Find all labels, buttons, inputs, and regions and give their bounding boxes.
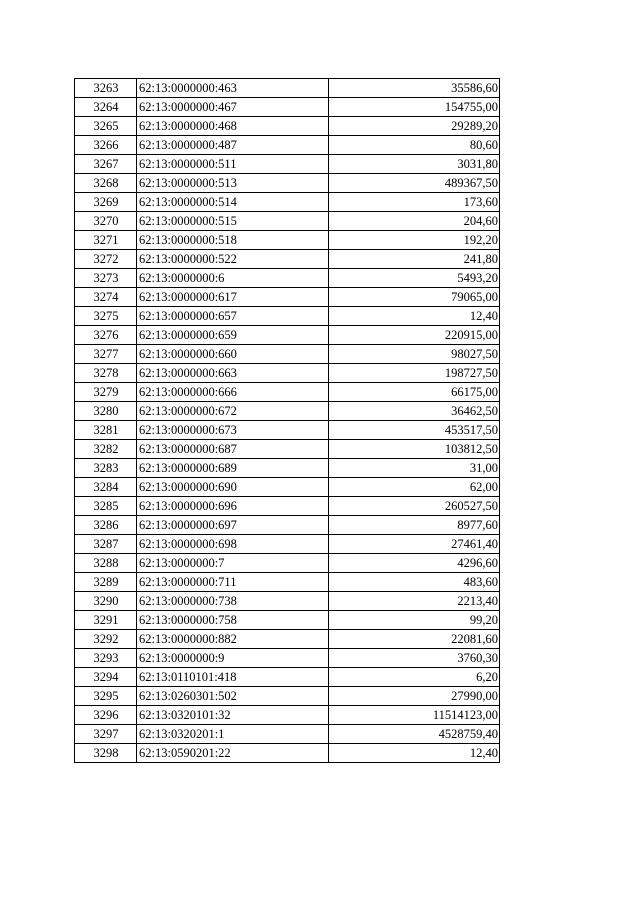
value-cell: 198727,50 bbox=[329, 364, 500, 383]
cadastral-number-cell: 62:13:0000000:9 bbox=[137, 649, 329, 668]
cadastral-number-cell: 62:13:0320201:1 bbox=[137, 725, 329, 744]
value-cell: 12,40 bbox=[329, 744, 500, 763]
table-row bbox=[75, 554, 500, 573]
table-row bbox=[75, 174, 500, 193]
value-cell: 31,00 bbox=[329, 459, 500, 478]
table-row bbox=[75, 516, 500, 535]
document-page bbox=[74, 78, 500, 763]
table-row bbox=[75, 668, 500, 687]
row-number-cell: 3280 bbox=[75, 402, 137, 421]
value-cell: 80,60 bbox=[329, 136, 500, 155]
row-number-cell: 3297 bbox=[75, 725, 137, 744]
cadastral-number-cell: 62:13:0000000:738 bbox=[137, 592, 329, 611]
row-number-cell: 3285 bbox=[75, 497, 137, 516]
row-number-cell: 3294 bbox=[75, 668, 137, 687]
cadastral-number-cell: 62:13:0000000:659 bbox=[137, 326, 329, 345]
table-row bbox=[75, 288, 500, 307]
value-cell: 3031,80 bbox=[329, 155, 500, 174]
cadastral-number-cell: 62:13:0000000:468 bbox=[137, 117, 329, 136]
table-row bbox=[75, 345, 500, 364]
table-row bbox=[75, 155, 500, 174]
cadastral-number-cell: 62:13:0000000:514 bbox=[137, 193, 329, 212]
row-number-cell: 3279 bbox=[75, 383, 137, 402]
table-row bbox=[75, 193, 500, 212]
value-cell: 12,40 bbox=[329, 307, 500, 326]
table-row bbox=[75, 136, 500, 155]
row-number-cell: 3284 bbox=[75, 478, 137, 497]
table-row bbox=[75, 725, 500, 744]
cadastral-number-cell: 62:13:0110101:418 bbox=[137, 668, 329, 687]
cadastral-number-cell: 62:13:0000000:515 bbox=[137, 212, 329, 231]
value-cell: 453517,50 bbox=[329, 421, 500, 440]
value-cell: 154755,00 bbox=[329, 98, 500, 117]
cadastral-number-cell: 62:13:0000000:663 bbox=[137, 364, 329, 383]
value-cell: 79065,00 bbox=[329, 288, 500, 307]
row-number-cell: 3291 bbox=[75, 611, 137, 630]
table-row bbox=[75, 687, 500, 706]
value-cell: 192,20 bbox=[329, 231, 500, 250]
cadastral-number-cell: 62:13:0000000:672 bbox=[137, 402, 329, 421]
cadastral-number-cell: 62:13:0000000:511 bbox=[137, 155, 329, 174]
table-row bbox=[75, 611, 500, 630]
table-row bbox=[75, 573, 500, 592]
value-cell: 66175,00 bbox=[329, 383, 500, 402]
cadastral-number-cell: 62:13:0000000:660 bbox=[137, 345, 329, 364]
value-cell: 22081,60 bbox=[329, 630, 500, 649]
cadastral-number-cell: 62:13:0320101:32 bbox=[137, 706, 329, 725]
row-number-cell: 3274 bbox=[75, 288, 137, 307]
table-row bbox=[75, 79, 500, 98]
row-number-cell: 3269 bbox=[75, 193, 137, 212]
value-cell: 260527,50 bbox=[329, 497, 500, 516]
value-cell: 173,60 bbox=[329, 193, 500, 212]
value-cell: 11514123,00 bbox=[329, 706, 500, 725]
row-number-cell: 3265 bbox=[75, 117, 137, 136]
table-row bbox=[75, 535, 500, 554]
table-row bbox=[75, 478, 500, 497]
value-cell: 103812,50 bbox=[329, 440, 500, 459]
table-row bbox=[75, 440, 500, 459]
cadastral-number-cell: 62:13:0000000:690 bbox=[137, 478, 329, 497]
value-cell: 4296,60 bbox=[329, 554, 500, 573]
table-row bbox=[75, 497, 500, 516]
table-row bbox=[75, 364, 500, 383]
value-cell: 2213,40 bbox=[329, 592, 500, 611]
cadastral-number-cell: 62:13:0000000:657 bbox=[137, 307, 329, 326]
cadastral-number-cell: 62:13:0590201:22 bbox=[137, 744, 329, 763]
row-number-cell: 3275 bbox=[75, 307, 137, 326]
value-cell: 5493,20 bbox=[329, 269, 500, 288]
cadastral-number-cell: 62:13:0000000:697 bbox=[137, 516, 329, 535]
table-row bbox=[75, 744, 500, 763]
row-number-cell: 3270 bbox=[75, 212, 137, 231]
row-number-cell: 3283 bbox=[75, 459, 137, 478]
value-cell: 489367,50 bbox=[329, 174, 500, 193]
table-row bbox=[75, 117, 500, 136]
value-cell: 62,00 bbox=[329, 478, 500, 497]
value-cell: 35586,60 bbox=[329, 79, 500, 98]
cadastral-number-cell: 62:13:0000000:617 bbox=[137, 288, 329, 307]
row-number-cell: 3295 bbox=[75, 687, 137, 706]
table-row bbox=[75, 231, 500, 250]
row-number-cell: 3263 bbox=[75, 79, 137, 98]
row-number-cell: 3268 bbox=[75, 174, 137, 193]
row-number-cell: 3267 bbox=[75, 155, 137, 174]
cadastral-number-cell: 62:13:0000000:6 bbox=[137, 269, 329, 288]
value-cell: 29289,20 bbox=[329, 117, 500, 136]
row-number-cell: 3287 bbox=[75, 535, 137, 554]
cadastral-number-cell: 62:13:0000000:689 bbox=[137, 459, 329, 478]
cadastral-number-cell: 62:13:0000000:513 bbox=[137, 174, 329, 193]
cadastral-number-cell: 62:13:0000000:518 bbox=[137, 231, 329, 250]
value-cell: 3760,30 bbox=[329, 649, 500, 668]
cadastral-number-cell: 62:13:0000000:7 bbox=[137, 554, 329, 573]
row-number-cell: 3277 bbox=[75, 345, 137, 364]
table-row bbox=[75, 383, 500, 402]
value-cell: 99,20 bbox=[329, 611, 500, 630]
table-row bbox=[75, 307, 500, 326]
value-cell: 36462,50 bbox=[329, 402, 500, 421]
table-row bbox=[75, 326, 500, 345]
cadastral-number-cell: 62:13:0000000:882 bbox=[137, 630, 329, 649]
table-row bbox=[75, 269, 500, 288]
value-cell: 204,60 bbox=[329, 212, 500, 231]
row-number-cell: 3266 bbox=[75, 136, 137, 155]
value-cell: 220915,00 bbox=[329, 326, 500, 345]
row-number-cell: 3264 bbox=[75, 98, 137, 117]
value-cell: 98027,50 bbox=[329, 345, 500, 364]
row-number-cell: 3273 bbox=[75, 269, 137, 288]
table-row bbox=[75, 250, 500, 269]
cadastral-value-table bbox=[74, 78, 500, 763]
row-number-cell: 3276 bbox=[75, 326, 137, 345]
value-cell: 4528759,40 bbox=[329, 725, 500, 744]
row-number-cell: 3292 bbox=[75, 630, 137, 649]
cadastral-number-cell: 62:13:0000000:487 bbox=[137, 136, 329, 155]
cadastral-number-cell: 62:13:0000000:673 bbox=[137, 421, 329, 440]
value-cell: 27990,00 bbox=[329, 687, 500, 706]
table-row bbox=[75, 706, 500, 725]
table-row bbox=[75, 592, 500, 611]
cadastral-number-cell: 62:13:0000000:758 bbox=[137, 611, 329, 630]
table-row bbox=[75, 402, 500, 421]
table-row bbox=[75, 630, 500, 649]
row-number-cell: 3288 bbox=[75, 554, 137, 573]
row-number-cell: 3281 bbox=[75, 421, 137, 440]
row-number-cell: 3286 bbox=[75, 516, 137, 535]
row-number-cell: 3271 bbox=[75, 231, 137, 250]
cadastral-number-cell: 62:13:0000000:711 bbox=[137, 573, 329, 592]
table-row bbox=[75, 98, 500, 117]
row-number-cell: 3296 bbox=[75, 706, 137, 725]
cadastral-number-cell: 62:13:0000000:467 bbox=[137, 98, 329, 117]
cadastral-number-cell: 62:13:0000000:463 bbox=[137, 79, 329, 98]
table-row bbox=[75, 459, 500, 478]
cadastral-number-cell: 62:13:0000000:696 bbox=[137, 497, 329, 516]
cadastral-number-cell: 62:13:0000000:666 bbox=[137, 383, 329, 402]
row-number-cell: 3278 bbox=[75, 364, 137, 383]
table-row bbox=[75, 649, 500, 668]
value-cell: 241,80 bbox=[329, 250, 500, 269]
row-number-cell: 3298 bbox=[75, 744, 137, 763]
value-cell: 483,60 bbox=[329, 573, 500, 592]
row-number-cell: 3293 bbox=[75, 649, 137, 668]
cadastral-number-cell: 62:13:0000000:698 bbox=[137, 535, 329, 554]
table-row bbox=[75, 421, 500, 440]
value-cell: 27461,40 bbox=[329, 535, 500, 554]
value-cell: 8977,60 bbox=[329, 516, 500, 535]
row-number-cell: 3272 bbox=[75, 250, 137, 269]
row-number-cell: 3282 bbox=[75, 440, 137, 459]
table-row bbox=[75, 212, 500, 231]
cadastral-number-cell: 62:13:0000000:522 bbox=[137, 250, 329, 269]
table-body bbox=[75, 79, 500, 763]
cadastral-number-cell: 62:13:0260301:502 bbox=[137, 687, 329, 706]
row-number-cell: 3289 bbox=[75, 573, 137, 592]
value-cell: 6,20 bbox=[329, 668, 500, 687]
cadastral-number-cell: 62:13:0000000:687 bbox=[137, 440, 329, 459]
row-number-cell: 3290 bbox=[75, 592, 137, 611]
